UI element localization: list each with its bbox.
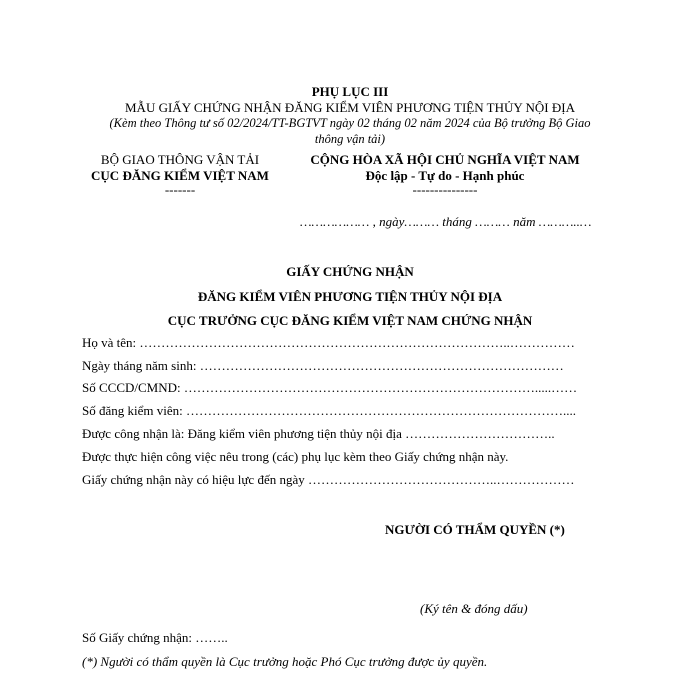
signature-note: (Ký tên & đóng dấu) [420,601,528,616]
certificate-number: Số Giấy chứng nhận: …….. [82,630,228,645]
ministry-name: BỘ GIAO THÔNG VẬN TẢI [100,152,260,167]
certificate-subtitle: ĐĂNG KIỂM VIÊN PHƯƠNG TIỆN THỦY NỘI ĐỊA [197,289,503,304]
right-divider: --------------- [412,182,478,197]
full-name-field: Họ và tên: …………………………………………………………………………..…………… [82,335,575,350]
id-number-field: Số CCCD/CMND: ……………………………………………………………………….....…… [82,380,578,395]
department-name: CỤC ĐĂNG KIỂM VIỆT NAM [91,168,269,183]
date-line: ……………… , ngày……… tháng ……… năm ………..… [300,214,592,229]
appendix-title: PHỤ LỤC III [311,84,389,99]
authority-signature-title: NGƯỜI CÓ THẨM QUYỀN (*) [385,522,565,537]
appendix-note-line1: (Kèm theo Thông tư số 02/2024/TT-BGTVT ngày 02 tháng 02 năm 2024 của Bộ trưởng Bộ Giao [109,116,591,130]
certification-statement: CỤC TRƯỞNG CỤC ĐĂNG KIỂM VIỆT NAM CHỨNG NHẬN [167,313,533,328]
validity-field: Giấy chứng nhận này có hiệu lực đến ngày ……………………………………..……………… [82,472,575,487]
appendix-subtitle: MẪU GIẤY CHỨNG NHẬN ĐĂNG KIỂM VIÊN PHƯƠNG TIỆN THỦY NỘI ĐỊA [125,100,575,115]
national-motto: Độc lập - Tự do - Hạnh phúc [365,168,525,183]
country-name: CỘNG HÒA XÃ HỘI CHỦ NGHĨA VIỆT NAM [310,152,580,167]
appendix-note-line2: thông vận tải) [314,132,386,146]
left-divider: ------- [164,182,196,197]
recognition-field: Được công nhận là: Đăng kiểm viên phương tiện thủy nội địa …………………………….. [82,426,555,441]
certificate-title: GIẤY CHỨNG NHẬN [286,264,414,279]
authority-footnote: (*) Người có thẩm quyền là Cục trưởng hoặc Phó Cục trưởng được ủy quyền. [82,654,488,669]
scope-statement: Được thực hiện công việc nêu trong (các) phụ lục kèm theo Giấy chứng nhận này. [82,449,509,464]
birth-date-field: Ngày tháng năm sinh: ………………………………………………………………………… [82,358,564,373]
inspector-number-field: Số đăng kiểm viên: …………………………………………………………………………….... [82,403,576,418]
